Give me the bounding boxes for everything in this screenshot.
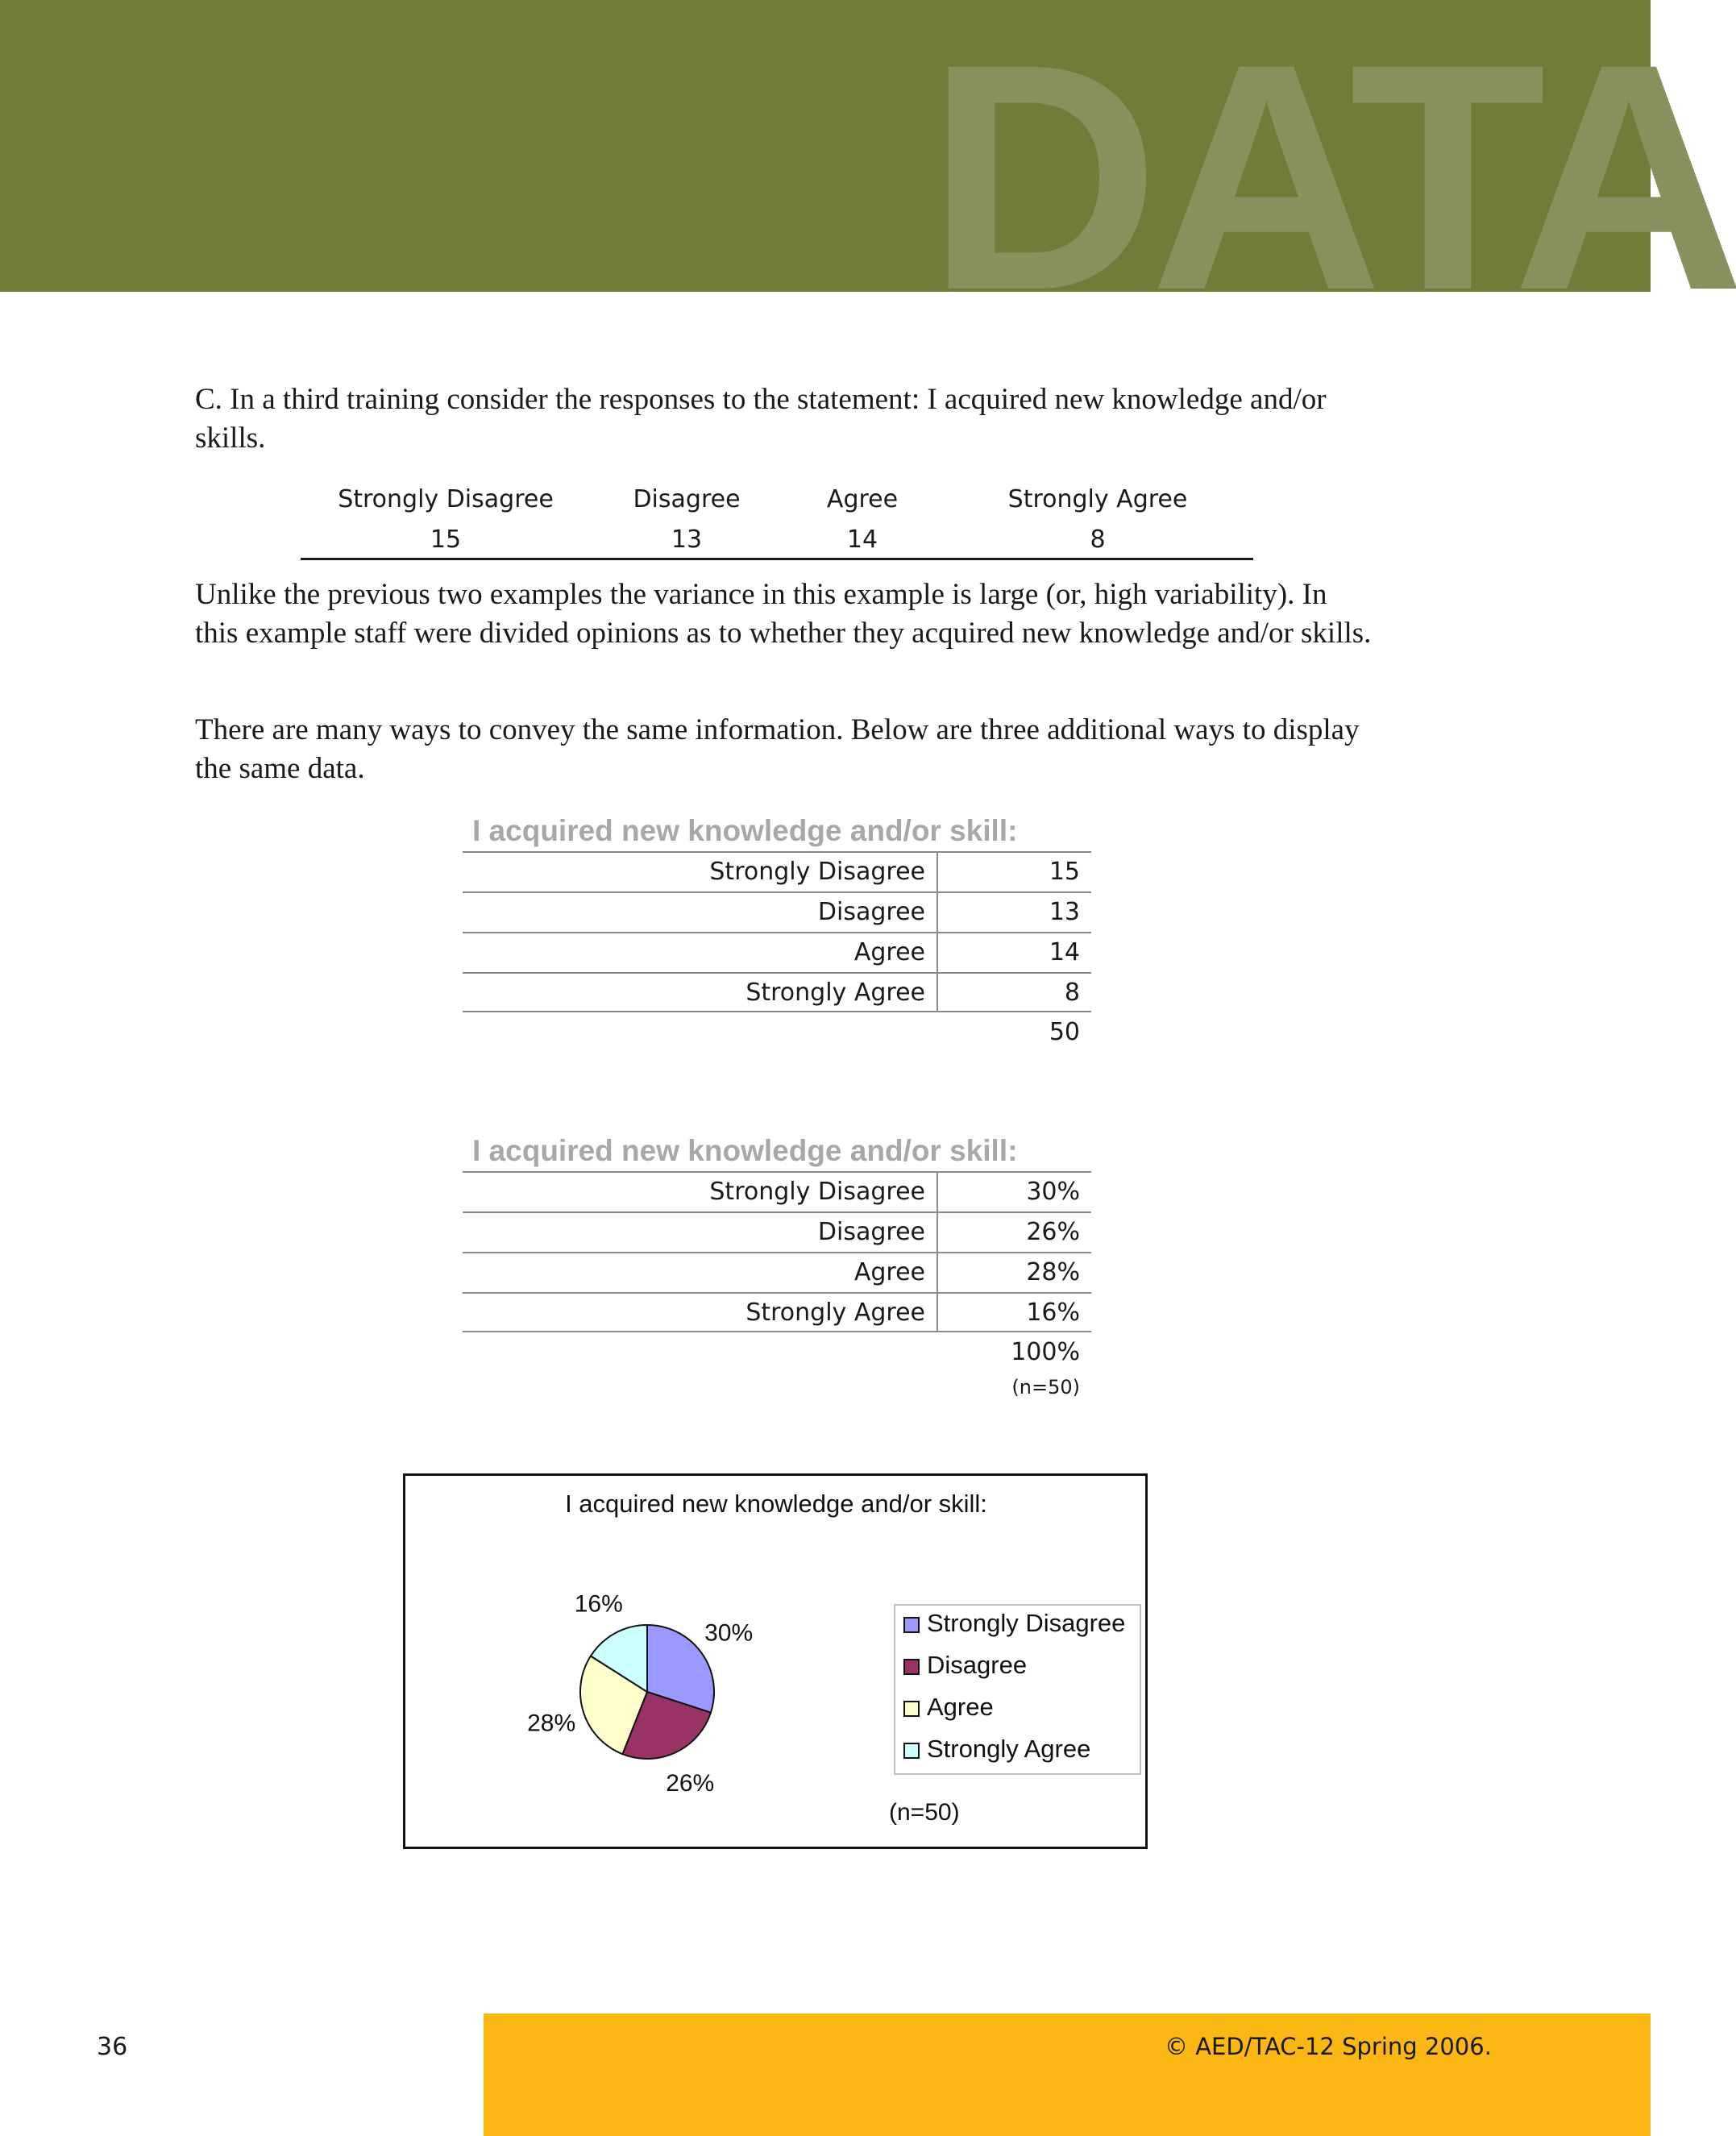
- row-value: 15: [1049, 858, 1080, 886]
- row-label: Disagree: [463, 1213, 938, 1252]
- sample-size-note: (n=50): [1011, 1376, 1080, 1398]
- row-value: 30%: [1026, 1178, 1080, 1206]
- response-count: 15: [430, 526, 462, 554]
- response-label: Strongly Agree: [1007, 485, 1188, 513]
- table-row: [463, 972, 1091, 1012]
- chart-title: I acquired new knowledge and/or skill:: [565, 1490, 987, 1518]
- table-total: 100%: [1011, 1338, 1080, 1366]
- legend-label: Disagree: [927, 1651, 1028, 1679]
- chart-legend: [895, 1605, 1140, 1774]
- table-total-row: [463, 1012, 1091, 1053]
- row-label: Agree: [463, 1253, 938, 1292]
- legend-label: Strongly Agree: [927, 1735, 1091, 1763]
- response-count: 14: [846, 526, 878, 554]
- legend-swatch: [904, 1618, 919, 1632]
- chart-note: (n=50): [889, 1799, 960, 1826]
- response-label: Strongly Disagree: [338, 485, 554, 513]
- slice-label: 16%: [574, 1590, 623, 1618]
- table-row: [463, 1252, 1091, 1292]
- table-row: [463, 851, 1091, 891]
- legend-swatch: [904, 1660, 919, 1674]
- slice-label: 30%: [704, 1619, 754, 1647]
- page-number: 36: [97, 2033, 128, 2061]
- table-row: [463, 1211, 1091, 1252]
- footer-band: [484, 2013, 1651, 2136]
- copyright: © AED/TAC-12 Spring 2006.: [1165, 2033, 1492, 2060]
- legend-swatch: [904, 1702, 919, 1716]
- row-label: Strongly Disagree: [463, 853, 938, 891]
- legend-label: Agree: [927, 1693, 994, 1721]
- count-table-title: I acquired new knowledge and/or skill:: [472, 814, 1018, 847]
- row-label: Strongly Agree: [463, 1294, 938, 1331]
- table-row: [463, 891, 1091, 932]
- response-label: Agree: [826, 485, 899, 513]
- percent-table-title: I acquired new knowledge and/or skill:: [472, 1134, 1018, 1167]
- row-label: Strongly Agree: [463, 974, 938, 1011]
- slice-label: 26%: [666, 1770, 715, 1797]
- row-label: Agree: [463, 933, 938, 972]
- response-rule: [301, 558, 1253, 560]
- intro-paragraph: C. In a third training consider the responses to the statement: I acquired new knowledge and/or skills.: [195, 383, 1327, 455]
- response-count: 8: [1090, 526, 1106, 554]
- legend-swatch: [904, 1743, 919, 1758]
- row-value: 14: [1049, 938, 1080, 966]
- row-value: 26%: [1026, 1218, 1080, 1246]
- table-row: [463, 1171, 1091, 1211]
- row-label: Disagree: [463, 893, 938, 932]
- pie-slices: [580, 1625, 714, 1759]
- table-total: 50: [1049, 1018, 1080, 1046]
- pie-chart: [405, 1476, 1145, 1847]
- pie-chart-box: [403, 1473, 1148, 1849]
- header-watermark-word: DATA: [927, 0, 1736, 357]
- legend-label: Strongly Disagree: [927, 1609, 1126, 1637]
- row-value: 8: [1064, 979, 1080, 1007]
- response-label: Disagree: [633, 485, 741, 513]
- ways-paragraph: There are many ways to convey the same information. Below are three additional ways to display the same data.: [195, 713, 1360, 785]
- response-count: 13: [671, 526, 703, 554]
- header-band: [0, 0, 1736, 357]
- row-label: Strongly Disagree: [463, 1173, 938, 1211]
- slice-label: 28%: [527, 1710, 576, 1737]
- row-value: 13: [1049, 898, 1080, 926]
- table-total-row: [463, 1332, 1091, 1373]
- row-value: 28%: [1026, 1258, 1080, 1286]
- table-row: [463, 932, 1091, 972]
- table-row: [463, 1292, 1091, 1332]
- percent-table: [463, 1131, 1091, 1402]
- count-table: [463, 811, 1091, 1053]
- variance-paragraph: Unlike the previous two examples the variance in this example is large (or, high variability). In this example staff were divided opinions as to whether they acquired new knowledge and/or skills.: [195, 578, 1372, 650]
- row-value: 16%: [1026, 1299, 1080, 1327]
